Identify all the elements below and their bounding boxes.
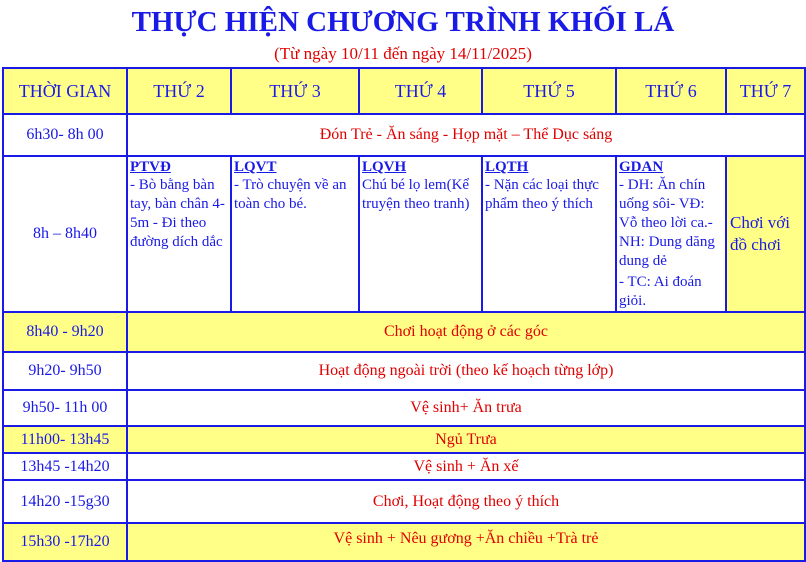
table-row [3, 390, 805, 426]
row-time: 8h40 - 9h20 [3, 312, 127, 352]
table-row [3, 352, 805, 390]
row-activity: Đón Trẻ - Ăn sáng - Họp mặt – Thể Dục sáng [127, 114, 805, 156]
row-time: 9h50- 11h 00 [3, 390, 127, 426]
header-time: THỜI GIAN [3, 68, 127, 114]
lesson-cell-wed [359, 156, 482, 312]
lesson-subject: GDAN [619, 159, 664, 175]
lesson-cell-mon [127, 156, 231, 312]
schedule-table [2, 67, 806, 562]
header-sat: THỨ 7 [726, 68, 805, 114]
row-activity: Ngủ Trưa [127, 426, 805, 453]
header-mon: THỨ 2 [127, 68, 231, 114]
table-row [3, 426, 805, 453]
lesson-subject: LQTH [485, 159, 529, 175]
row-activity: Chơi hoạt động ở các góc [127, 312, 805, 352]
row-time: 11h00- 13h45 [3, 426, 127, 453]
lesson-cell-sat: Chơi với đồ chơi [726, 156, 805, 312]
row-activity: Vệ sinh + Ăn xế [127, 453, 805, 480]
lesson-subject: PTVĐ [130, 159, 171, 175]
header-tue: THỨ 3 [231, 68, 359, 114]
table-row [3, 523, 805, 561]
lesson-subject: LQVT [234, 159, 277, 175]
row-activity: Vệ sinh + Nêu gương +Ăn chiều +Trà trẻ [127, 523, 805, 561]
row-activity: Chơi, Hoạt động theo ý thích [127, 480, 805, 523]
lesson-desc: - Bò bằng bàn tay, bàn chân 4-5m - Đi theo đường dích dắc [130, 177, 225, 250]
lesson-desc: - DH: Ăn chín uống sôi- VĐ: Vỗ theo lời ca.- NH: Dung dăng dung dẻ [619, 177, 715, 269]
table-row [3, 114, 805, 156]
header-thu: THỨ 5 [482, 68, 616, 114]
table-row [3, 312, 805, 352]
lesson-desc: - Trò chuyện về an toàn cho bé. [234, 177, 347, 212]
lesson-subject: LQVH [362, 159, 407, 175]
header-wed: THỨ 4 [359, 68, 482, 114]
row-time: 14h20 -15g30 [3, 480, 127, 523]
lesson-cell-thu [482, 156, 616, 312]
lesson-cell-fri [616, 156, 726, 312]
row-activity: Hoạt động ngoài trời (theo kế hoạch từng lớp) [127, 352, 805, 390]
page-title: THỰC HIỆN CHƯƠNG TRÌNH KHỐI LÁ [131, 6, 675, 38]
row-activity: Vệ sinh+ Ăn trưa [127, 390, 805, 426]
lesson-cell-tue [231, 156, 359, 312]
row-time: 8h – 8h40 [3, 156, 127, 312]
table-row-lessons [3, 156, 805, 312]
table-row [3, 480, 805, 523]
date-range-subtitle: (Từ ngày 10/11 đến ngày 14/11/2025) [274, 44, 532, 63]
header-fri: THỨ 6 [616, 68, 726, 114]
table-row [3, 453, 805, 480]
lesson-desc: - Nặn các loại thực phẩm theo ý thích [485, 177, 599, 212]
row-time: 6h30- 8h 00 [3, 114, 127, 156]
header-row [3, 68, 805, 114]
lesson-desc: Chú bé lọ lem(Kể truyện theo tranh) [362, 177, 470, 212]
row-time: 15h30 -17h20 [3, 523, 127, 561]
row-time: 13h45 -14h20 [3, 453, 127, 480]
lesson-desc-extra: - TC: Ai đoán giỏi. [619, 274, 702, 309]
row-time: 9h20- 9h50 [3, 352, 127, 390]
